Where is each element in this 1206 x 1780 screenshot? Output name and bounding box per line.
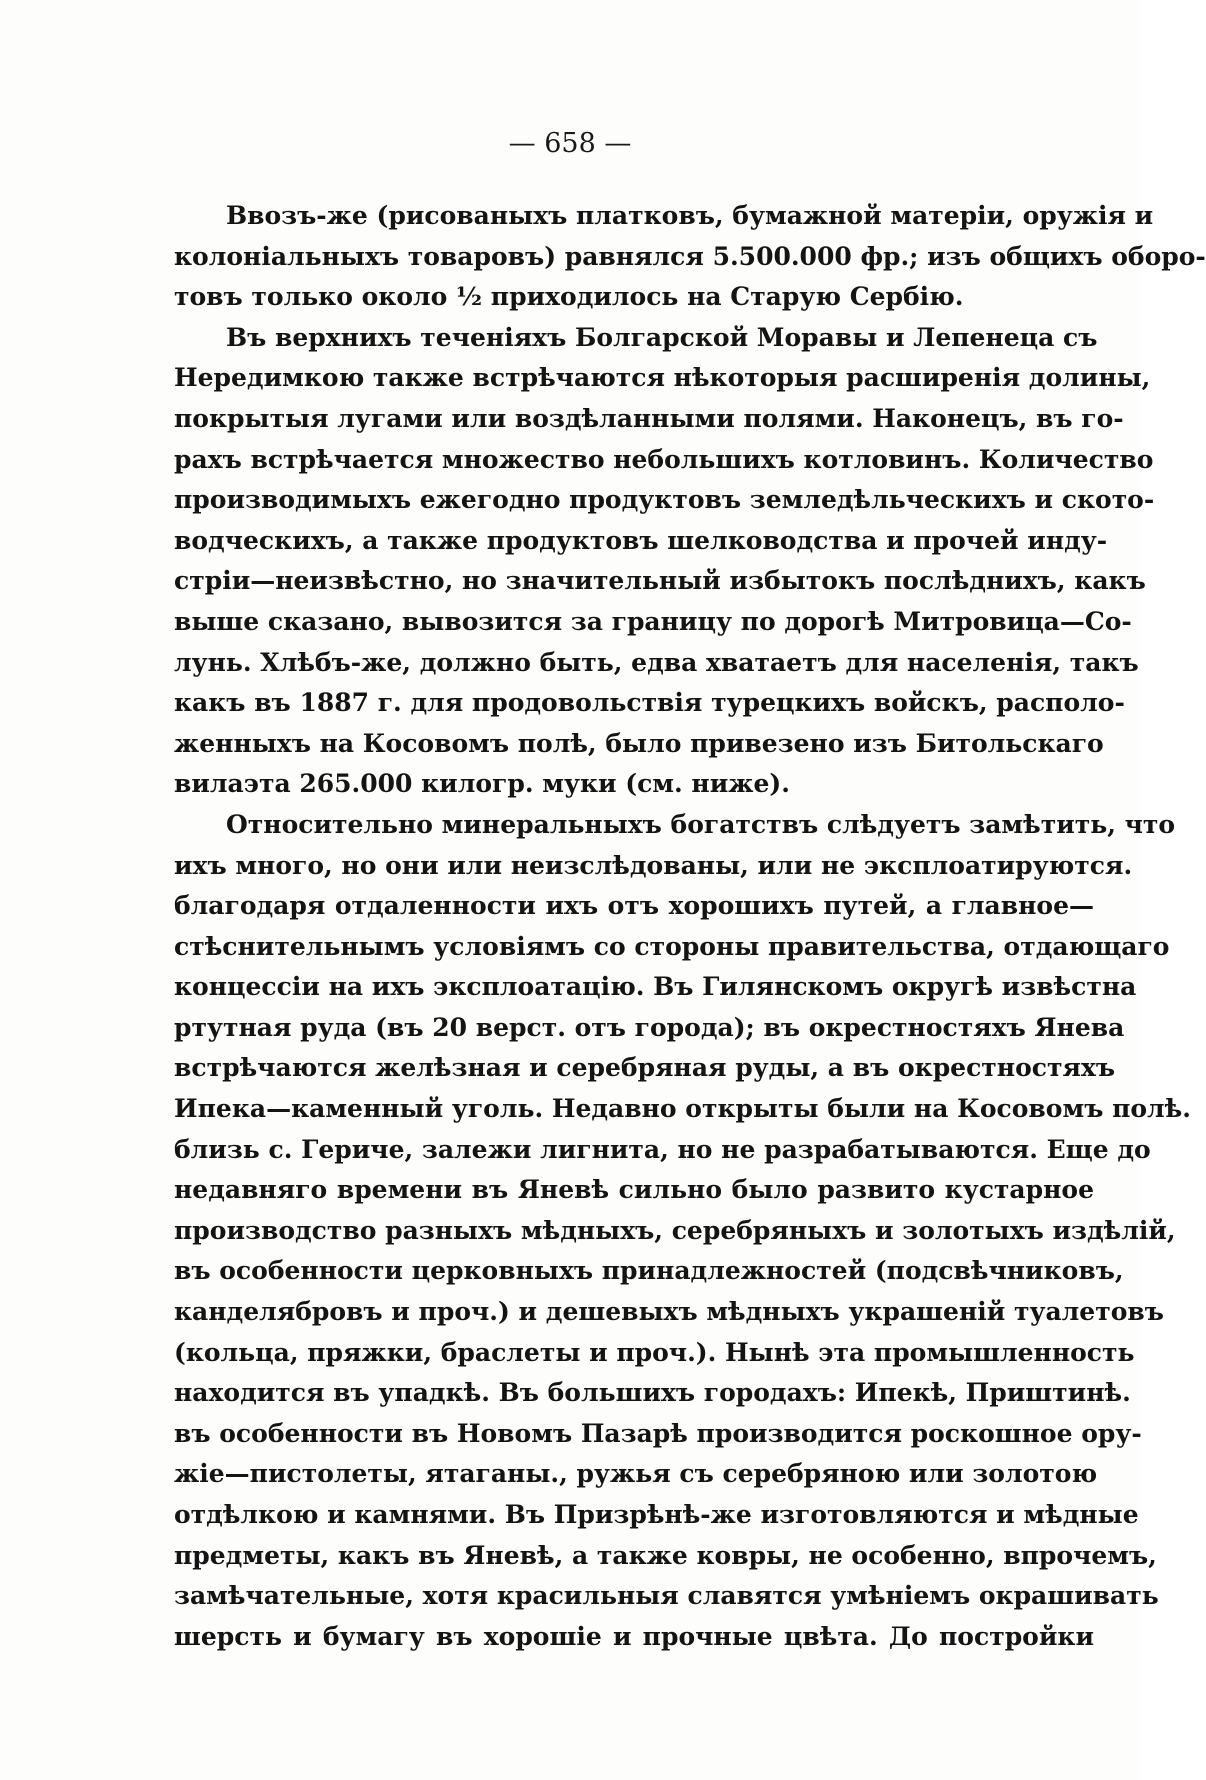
text-line: рахъ встрѣчается множество небольшихъ котловинъ. Количество — [174, 444, 1154, 474]
text-line: Относительно минеральныхъ богатствъ слѣдуетъ замѣтить, что — [226, 809, 1176, 839]
text-line: какъ въ 1887 г. для продовольствія турецкихъ войскъ, располо- — [174, 688, 1125, 718]
text-line: покрытыя лугами или воздѣланными полями. Наконецъ, въ го- — [174, 403, 1124, 433]
text-line: производимыхъ ежегодно продуктовъ земледѣльческихъ и ското- — [174, 485, 1155, 515]
body-text — [174, 196, 1206, 1657]
text-line: предметы, какъ въ Яневѣ, а также ковры, не особенно, впрочемъ, — [174, 1540, 1157, 1570]
text-line: ихъ много, но они или неизслѣдованы, или не эксплоатируются. — [174, 850, 1133, 880]
text-line: колоніальныхъ товаровъ) равнялся 5.500.000 фр.; изъ общихъ оборо- — [174, 241, 1206, 271]
text-line: стѣснительнымъ условіямъ со стороны правительства, отдающаго — [174, 931, 1170, 961]
text-line: въ особенности въ Новомъ Пазарѣ производится роскошное ору- — [174, 1418, 1142, 1448]
text-line: концессіи на ихъ эксплоатацію. Въ Гилянскомъ округѣ извѣстна — [174, 972, 1137, 1002]
text-line: (кольца, пряжки, браслеты и проч.). Нынѣ эта промышленность — [174, 1337, 1135, 1367]
text-line: стріи—неизвѣстно, но значительный избытокъ послѣднихъ, какъ — [174, 566, 1146, 596]
text-line: шерсть и бумагу въ хорошіе и прочные цвѣта. До постройки — [174, 1621, 1094, 1651]
text-line: женныхъ на Косовомъ полѣ, было привезено изъ Битольскаго — [174, 728, 1104, 758]
text-line: Въ верхнихъ теченіяхъ Болгарской Моравы и Лепенеца съ — [226, 322, 1098, 352]
text-line: замѣчательные, хотя красильныя славятся умѣніемъ окрашивать — [174, 1581, 1159, 1611]
text-line: близь с. Гериче, залежи лигнита, но не разрабатываются. Еще до — [174, 1134, 1151, 1164]
text-line: Ипека—каменный уголь. Недавно открыты были на Косовомъ полѣ. — [174, 1094, 1191, 1124]
text-line: Ввозъ-же (рисованыхъ платковъ, бумажной матеріи, оружія и — [226, 201, 1154, 230]
text-line: недавняго времени въ Яневѣ сильно было развито кустарное — [174, 1175, 1094, 1205]
text-line: встрѣчаются желѣзная и серебряная руды, а въ окрестностяхъ — [174, 1053, 1116, 1083]
text-line: вилаэта 265.000 килогр. муки (см. ниже). — [174, 769, 790, 799]
text-line: благодаря отдаленности ихъ отъ хорошихъ путей, а главное— — [174, 891, 1094, 921]
text-line: Нередимкою также встрѣчаются нѣкоторыя расширенія долины, — [174, 363, 1151, 393]
text-line: канделябровъ и проч.) и дешевыхъ мѣдныхъ украшеній туалетовъ — [174, 1297, 1164, 1327]
text-line: ртутная руда (въ 20 верст. отъ города); въ окрестностяхъ Янева — [174, 1012, 1125, 1042]
text-line: отдѣлкою и камнями. Въ Призрѣнѣ-же изготовляются и мѣдные — [174, 1500, 1139, 1529]
text-line: жіе—пистолеты, ятаганы., ружья съ серебряною или золотою — [174, 1459, 1098, 1489]
page-number: — 658 — — [508, 128, 632, 159]
text-line: находится въ упадкѣ. Въ большихъ городахъ: Ипекѣ, Приштинѣ. — [174, 1378, 1131, 1408]
text-line: лунь. Хлѣбъ-же, должно быть, едва хватаетъ для населенія, такъ — [174, 647, 1139, 677]
text-line: выше сказано, вывозится за границу по дорогѣ Митровица—Со- — [174, 606, 1132, 636]
text-line: въ особенности церковныхъ принадлежностей (подсвѣчниковъ, — [174, 1256, 1124, 1286]
text-line: товъ только около ½ приходилось на Старую Сербію. — [174, 282, 964, 312]
text-line: водческихъ, а также продуктовъ шелководства и прочей инду- — [174, 525, 1108, 555]
text-line: производство разныхъ мѣдныхъ, серебряныхъ и золотыхъ издѣлій, — [174, 1215, 1176, 1245]
